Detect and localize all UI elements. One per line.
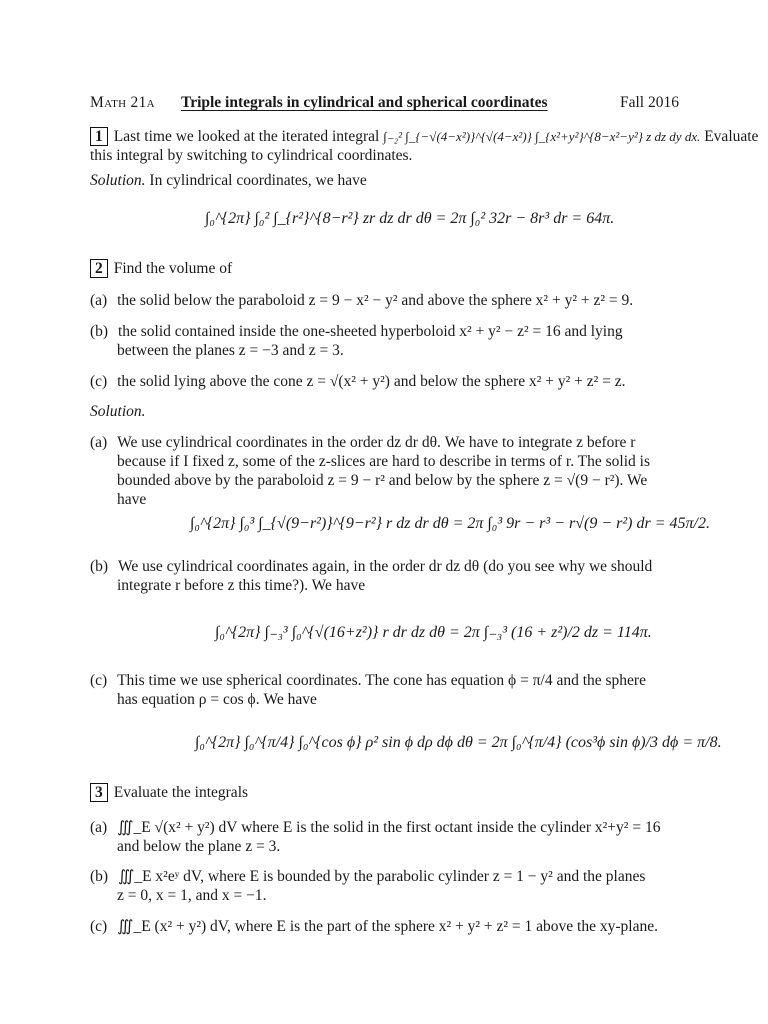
problem-3b: (b) ∭_E x²eʸ dV, where E is bounded by the parabolic cylinder z = 1 − y² and the planes xyxy=(90,868,646,885)
problem-3a-cont: and below the plane z = 3. xyxy=(117,838,281,855)
problem-2-solution-a-line4: have xyxy=(117,491,147,508)
problem-2a: (a) the solid below the paraboloid z = 9 − x² − y² and above the sphere x² + y² + z² = 9. xyxy=(90,292,634,309)
problem-2-solution-b-equation: ∫₀^{2π} ∫₋₃³ ∫₀^{√(16+z²)} r dr dz dθ = 2π ∫₋₃³ (16 + z²)/2 dz = 114π. xyxy=(215,624,652,641)
problem-1-solution-intro: Solution. In cylindrical coordinates, we have xyxy=(90,172,367,189)
problem-3-statement: 3 Evaluate the integrals xyxy=(90,783,248,802)
term-label: Fall 2016 xyxy=(620,94,679,111)
problem-2-solution-b-line2: integrate r before z this time?). We have xyxy=(117,577,366,594)
problem-2-solution-b: (b) We use cylindrical coordinates again, in the order dr dz dθ (do you see why we should xyxy=(90,558,653,575)
problem-2-solution-c: (c) This time we use spherical coordinates. The cone has equation ϕ = π/4 and the sphere xyxy=(90,672,646,689)
problem-2-number: 2 xyxy=(90,259,108,278)
problem-2-solution-a-line3: bounded above by the paraboloid z = 9 − r² and below by the sphere z = √(9 − r²). We xyxy=(117,472,648,489)
problem-2-statement: 2 Find the volume of xyxy=(90,259,232,278)
problem-3a: (a) ∭_E √(x² + y²) dV where E is the solid in the first octant inside the cylinder x²+y² = 16 xyxy=(90,819,661,836)
problem-1-solution-equation: ∫₀^{2π} ∫₀² ∫_{r²}^{8−r²} zr dz dr dθ = 2π ∫₀² 32r − 8r³ dr = 64π. xyxy=(205,210,615,227)
problem-2-solution-a: (a) We use cylindrical coordinates in the order dz dr dθ. We have to integrate z before r xyxy=(90,434,636,451)
problem-3-number: 3 xyxy=(90,783,108,802)
problem-2c: (c) the solid lying above the cone z = √(x² + y²) and below the sphere x² + y² + z² = z. xyxy=(90,373,626,390)
problem-2-solution-label: Solution. xyxy=(90,403,146,420)
problem-2-solution-a-equation: ∫₀^{2π} ∫₀³ ∫_{√(9−r²)}^{9−r²} r dz dr dθ = 2π ∫₀³ 9r − r³ − r√(9 − r²) dr = 45π/2. xyxy=(190,515,710,532)
course-name: Math 21a xyxy=(90,94,155,111)
problem-1-number: 1 xyxy=(90,127,108,146)
problem-2-solution-a-line2: because if I fixed z, some of the z-slices are hard to describe in terms of r. The solid is xyxy=(117,453,650,470)
problem-1-inline-integral: ∫₋₂² ∫_{−√(4−x²)}^{√(4−x²)} ∫_{x²+y²}^{8−x²−y²} z dz dy dx. xyxy=(383,129,701,144)
problem-2b: (b) the solid contained inside the one-sheeted hyperboloid x² + y² − z² = 16 and lying xyxy=(90,323,623,340)
problem-2b-cont: between the planes z = −3 and z = 3. xyxy=(117,342,344,359)
problem-1-statement-cont: this integral by switching to cylindrical coordinates. xyxy=(90,147,413,164)
page-title: Triple integrals in cylindrical and spherical coordinates xyxy=(181,94,548,111)
problem-3b-cont: z = 0, x = 1, and x = −1. xyxy=(117,887,267,904)
problem-3c: (c) ∭_E (x² + y²) dV, where E is the part of the sphere x² + y² + z² = 1 above the xy-plane. xyxy=(90,918,658,935)
problem-1-statement: 1 Last time we looked at the iterated integral ∫₋₂² ∫_{−√(4−x²)}^{√(4−x²)} ∫_{x²+y²}^{8−x²−y²} z dz dy dx. Evaluate xyxy=(90,127,758,146)
problem-2-solution-c-equation: ∫₀^{2π} ∫₀^{π/4} ∫₀^{cos ϕ} ρ² sin ϕ dρ dϕ dθ = 2π ∫₀^{π/4} (cos³ϕ sin ϕ)/3 dϕ = π/8. xyxy=(195,734,722,751)
problem-2-solution-c-line2: has equation ρ = cos ϕ. We have xyxy=(117,691,317,708)
